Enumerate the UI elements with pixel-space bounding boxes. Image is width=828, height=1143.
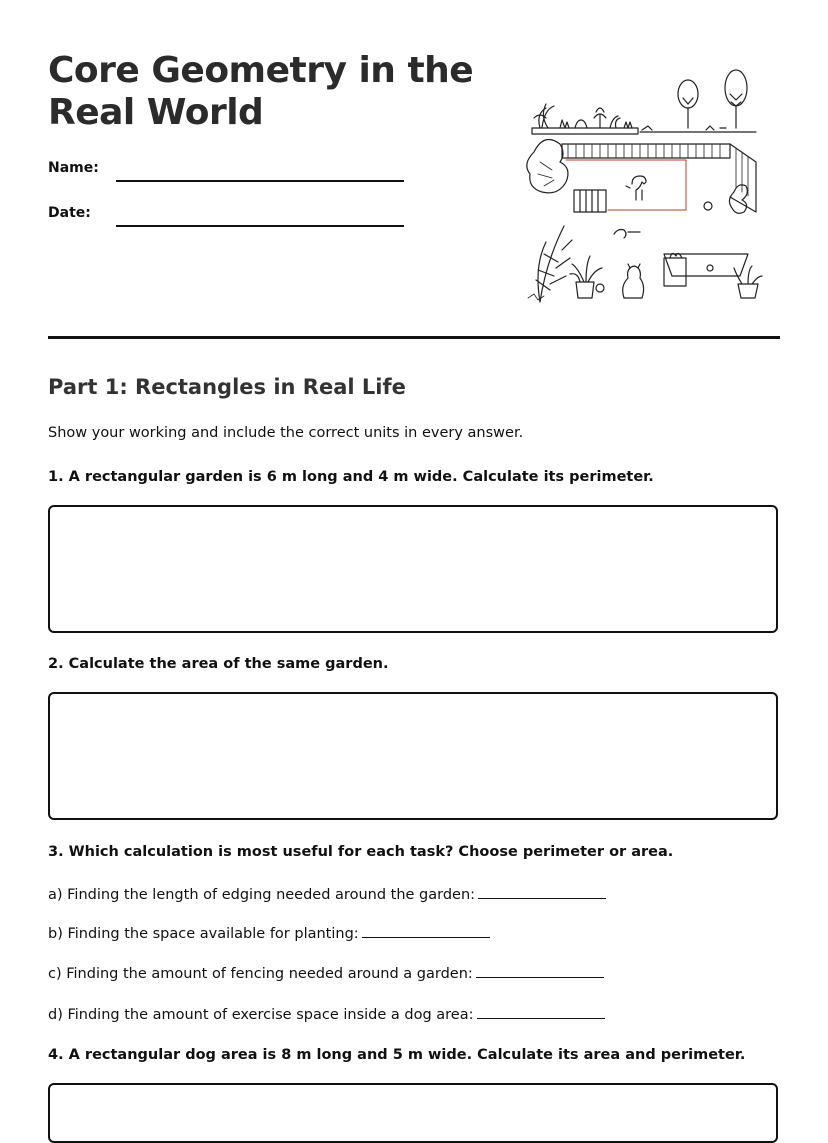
answer-blank-3a[interactable] bbox=[478, 884, 606, 899]
garden-yard-illustration-icon bbox=[520, 62, 770, 308]
title-line-2: Real World bbox=[48, 92, 264, 133]
question-3c bbox=[48, 963, 604, 982]
question-3d bbox=[48, 1004, 605, 1023]
name-field[interactable] bbox=[116, 180, 404, 182]
question-4-text: 4. A rectangular dog area is 8 m long and 5 m wide. Calculate its area and perimeter. bbox=[48, 1047, 746, 1063]
question-3d-text: d) Finding the amount of exercise space inside a dog area: bbox=[48, 1007, 474, 1023]
answer-blank-3b[interactable] bbox=[362, 923, 490, 938]
question-1-text: 1. A rectangular garden is 6 m long and 4 m wide. Calculate its perimeter. bbox=[48, 469, 654, 485]
answer-blank-3d[interactable] bbox=[477, 1004, 605, 1019]
name-label: Name: bbox=[48, 160, 99, 176]
question-3c-text: c) Finding the amount of fencing needed around a garden: bbox=[48, 966, 473, 982]
header-divider bbox=[48, 336, 780, 339]
answer-blank-3c[interactable] bbox=[476, 963, 604, 978]
question-2-text: 2. Calculate the area of the same garden. bbox=[48, 656, 389, 672]
date-field[interactable] bbox=[116, 225, 404, 227]
question-3-text: 3. Which calculation is most useful for each task? Choose perimeter or area. bbox=[48, 844, 674, 860]
answer-box-q4[interactable] bbox=[48, 1083, 778, 1143]
title-line-1: Core Geometry in the bbox=[48, 50, 474, 91]
date-label: Date: bbox=[48, 205, 91, 221]
instructions-text: Show your working and include the correct units in every answer. bbox=[48, 425, 524, 441]
part-1-title: Part 1: Rectangles in Real Life bbox=[48, 375, 406, 399]
page-title bbox=[48, 50, 488, 134]
question-3a bbox=[48, 884, 606, 903]
answer-box-q1[interactable] bbox=[48, 505, 778, 633]
question-3b bbox=[48, 923, 490, 942]
question-3b-text: b) Finding the space available for planting: bbox=[48, 926, 359, 942]
question-3a-text: a) Finding the length of edging needed around the garden: bbox=[48, 887, 476, 903]
answer-box-q2[interactable] bbox=[48, 692, 778, 820]
